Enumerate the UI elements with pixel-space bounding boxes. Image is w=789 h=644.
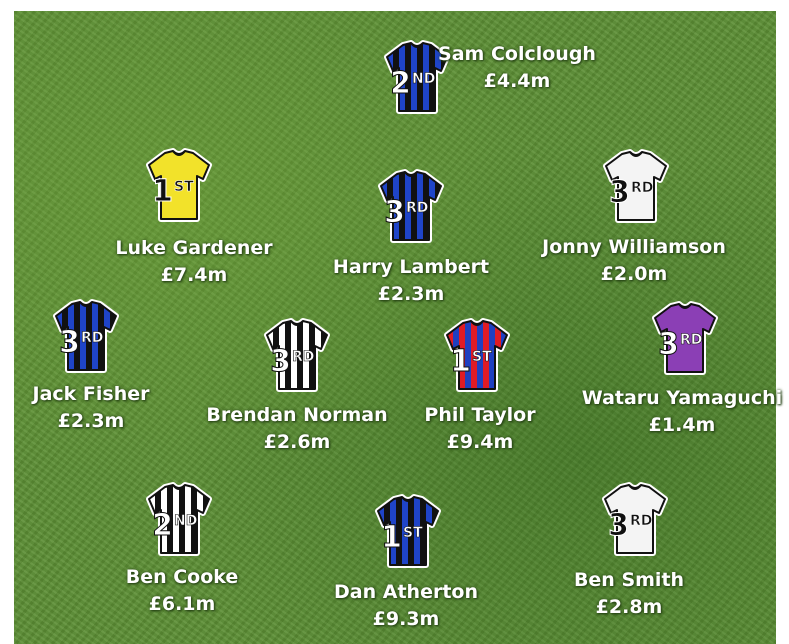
shirt-badge-number: 3 <box>608 508 629 543</box>
shirt-badge-suffix: RD <box>680 332 703 348</box>
shirt-badge-number: 3 <box>384 195 405 230</box>
shirt-badge-number: 1 <box>381 520 402 555</box>
shirt-icon <box>599 479 671 559</box>
player-price: £2.3m <box>57 410 125 432</box>
shirt-badge-suffix: ND <box>412 71 436 87</box>
shirt-badge-number: 1 <box>450 344 471 379</box>
player-name: Dan Atherton <box>334 581 478 603</box>
player-name: Wataru Yamaguchi <box>581 387 783 409</box>
player-price: £2.8m <box>595 596 663 618</box>
player-name: Harry Lambert <box>332 256 490 278</box>
player-name: Ben Cooke <box>125 566 239 588</box>
shirt-badge-suffix: RD <box>81 330 104 346</box>
shirt-badge-number: 3 <box>270 344 291 379</box>
player-price: £1.4m <box>648 414 716 436</box>
shirt-badge-suffix: ND <box>174 513 198 529</box>
shirt-icon <box>372 491 444 571</box>
shirt-icon <box>143 145 215 225</box>
player-name: Jack Fisher <box>32 383 150 405</box>
player-price: £9.3m <box>372 608 440 630</box>
player-name: Phil Taylor <box>424 404 536 426</box>
shirt-badge-suffix: RD <box>406 200 429 216</box>
player-price: £2.0m <box>600 263 668 285</box>
player-name: Brendan Norman <box>206 404 388 426</box>
shirt-icon <box>143 479 215 559</box>
shirt-icon <box>50 296 122 376</box>
football-pitch <box>14 11 783 644</box>
player-price: £2.3m <box>377 283 445 305</box>
shirt-badge-suffix: RD <box>292 349 315 365</box>
shirt-badge-number: 3 <box>658 327 679 362</box>
shirt-badge-number: 2 <box>152 508 173 543</box>
shirt-badge-suffix: RD <box>630 513 653 529</box>
player-name: Jonny Williamson <box>542 236 726 258</box>
player-price: £7.4m <box>160 264 228 286</box>
player-name: Luke Gardener <box>115 237 273 259</box>
player-price: £4.4m <box>483 70 551 92</box>
shirt-badge-number: 3 <box>609 175 630 210</box>
shirt-icon <box>441 315 513 395</box>
player-price: £2.6m <box>263 431 331 453</box>
shirt-icon <box>261 315 333 395</box>
shirt-icon <box>600 146 672 226</box>
shirt-badge-number: 1 <box>152 174 173 209</box>
player-price: £9.4m <box>446 431 514 453</box>
shirt-icon <box>649 298 721 378</box>
shirt-badge-suffix: ST <box>472 349 492 365</box>
shirt-badge-suffix: ST <box>174 179 194 195</box>
shirt-badge-number: 3 <box>59 325 80 360</box>
shirt-badge-suffix: ST <box>403 525 423 541</box>
player-price: £6.1m <box>148 593 216 615</box>
shirt-badge-suffix: RD <box>631 180 654 196</box>
shirt-badge-number: 2 <box>390 66 411 101</box>
player-name: Sam Colclough <box>438 43 596 65</box>
shirt-icon <box>375 166 447 246</box>
player-name: Ben Smith <box>573 569 685 591</box>
